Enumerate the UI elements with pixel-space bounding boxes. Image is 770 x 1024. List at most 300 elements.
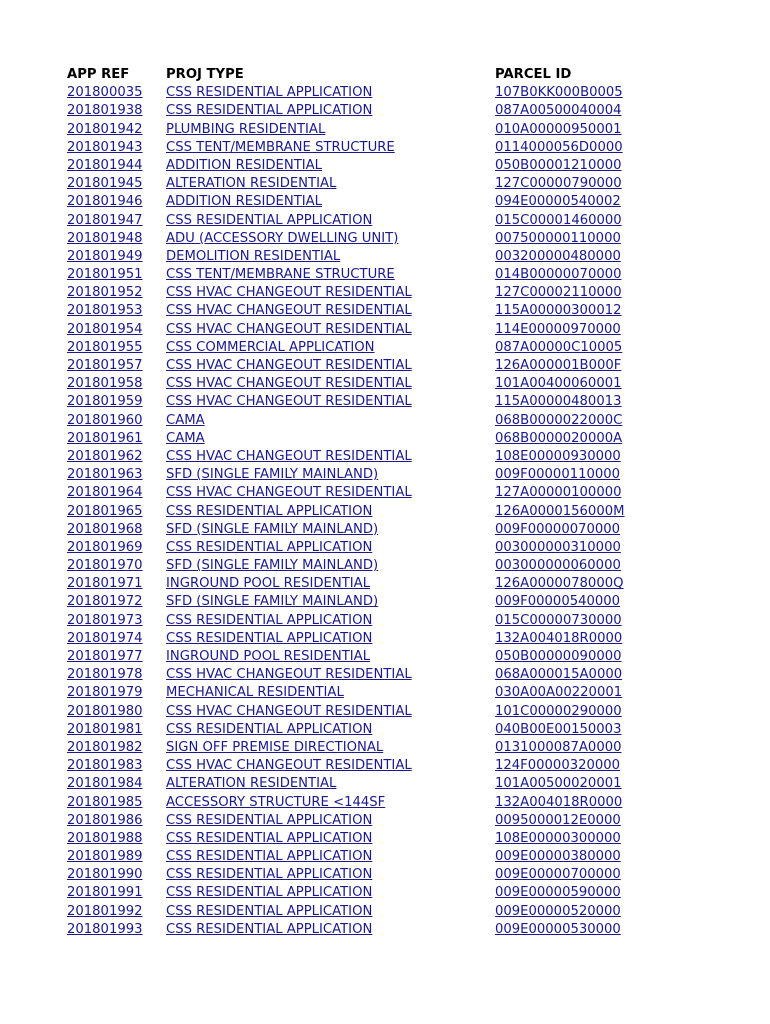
table-cell (166, 630, 495, 648)
table-row (67, 139, 645, 157)
table-cell (67, 794, 166, 812)
parcel-id-link[interactable]: 010A00000950001 (495, 121, 622, 137)
table-cell (495, 848, 645, 866)
app-ref-link[interactable]: 201801959 (67, 394, 143, 410)
proj-type-link[interactable]: CSS TENT/MEMBRANE STRUCTURE (166, 139, 395, 155)
parcel-id-link[interactable]: 126A0000156000M (495, 503, 625, 519)
parcel-id-link[interactable]: 132A004018R0000 (495, 630, 623, 646)
table-cell (166, 284, 495, 302)
table-cell (166, 884, 495, 902)
app-ref-link[interactable]: 201801958 (67, 376, 143, 392)
table-cell (67, 630, 166, 648)
parcel-id-link[interactable]: 050B00001210000 (495, 157, 622, 173)
table-cell (495, 739, 645, 757)
parcel-id-link[interactable]: 009E00000590000 (495, 885, 621, 901)
parcel-id-link[interactable]: 094E00000540002 (495, 194, 621, 210)
table-cell (67, 157, 166, 175)
table-row (67, 593, 645, 611)
proj-type-link[interactable]: PLUMBING RESIDENTIAL (166, 121, 326, 137)
proj-type-link[interactable]: CSS HVAC CHANGEOUT RESIDENTIAL (166, 485, 412, 501)
table-cell (495, 321, 645, 339)
parcel-id-link[interactable]: 107B0KK000B0005 (495, 85, 623, 101)
parcel-id-link[interactable]: 009F00000540000 (495, 594, 621, 610)
table-cell (495, 430, 645, 448)
table-cell (166, 921, 495, 939)
table-row (67, 302, 645, 320)
table-cell (495, 503, 645, 521)
table-cell (495, 357, 645, 375)
parcel-id-link[interactable]: 087A00500040004 (495, 103, 622, 119)
proj-type-link[interactable]: CSS HVAC CHANGEOUT RESIDENTIAL (166, 303, 412, 319)
parcel-id-link[interactable]: 114E00000970000 (495, 321, 621, 337)
table-cell (166, 612, 495, 630)
app-ref-link[interactable]: 201801952 (67, 285, 143, 301)
table-row (67, 848, 645, 866)
table-cell (67, 539, 166, 557)
proj-type-link[interactable]: CSS RESIDENTIAL APPLICATION (166, 867, 373, 883)
parcel-id-link[interactable]: 015C00000730000 (495, 612, 622, 628)
table-cell (67, 921, 166, 939)
table-cell (67, 430, 166, 448)
table-row (67, 375, 645, 393)
parcel-id-link[interactable]: 003000000310000 (495, 539, 621, 555)
table-cell (67, 830, 166, 848)
table-row (67, 903, 645, 921)
parcel-id-link[interactable]: 0131000087A0000 (495, 739, 622, 755)
table-cell (495, 193, 645, 211)
app-ref-link[interactable]: 201801974 (67, 630, 143, 646)
app-ref-link[interactable]: 201801983 (67, 758, 143, 774)
parcel-id-link[interactable]: 108E00000300000 (495, 830, 621, 846)
header-app-ref: APP REF (67, 67, 130, 82)
proj-type-link[interactable]: CSS RESIDENTIAL APPLICATION (166, 903, 373, 919)
permit-table (67, 66, 645, 939)
app-ref-link[interactable]: 201801949 (67, 248, 143, 264)
parcel-id-link[interactable]: 009F00000110000 (495, 467, 621, 483)
parcel-id-link[interactable]: 014B00000070000 (495, 267, 622, 283)
table-row (67, 503, 645, 521)
proj-type-link[interactable]: SFD (SINGLE FAMILY MAINLAND) (166, 594, 379, 610)
app-ref-link[interactable]: 201801972 (67, 594, 143, 610)
proj-type-link[interactable]: CAMA (166, 430, 205, 446)
table-cell (166, 139, 495, 157)
table-cell (67, 393, 166, 411)
app-ref-link[interactable]: 201801981 (67, 721, 143, 737)
table-cell (166, 175, 495, 193)
proj-type-link[interactable]: CSS HVAC CHANGEOUT RESIDENTIAL (166, 394, 412, 410)
table-cell (166, 212, 495, 230)
table-cell (166, 121, 495, 139)
app-ref-link[interactable]: 201801986 (67, 812, 143, 828)
table-cell (67, 139, 166, 157)
table-cell (67, 903, 166, 921)
table-cell (495, 575, 645, 593)
table-cell (67, 757, 166, 775)
proj-type-link[interactable]: CSS RESIDENTIAL APPLICATION (166, 812, 373, 828)
app-ref-link[interactable]: 201801979 (67, 685, 143, 701)
table-cell (67, 248, 166, 266)
table-row (67, 866, 645, 884)
proj-type-link[interactable]: CSS RESIDENTIAL APPLICATION (166, 212, 373, 228)
app-ref-link[interactable]: 201801954 (67, 321, 143, 337)
table-row (67, 466, 645, 484)
table-cell (67, 412, 166, 430)
table-cell (166, 903, 495, 921)
parcel-id-link[interactable]: 009E00000530000 (495, 921, 621, 937)
table-row (67, 157, 645, 175)
parcel-id-link[interactable]: 127C00000790000 (495, 176, 622, 192)
table-cell (495, 375, 645, 393)
app-ref-link[interactable]: 201801990 (67, 867, 143, 883)
table-row (67, 630, 645, 648)
table-cell (166, 684, 495, 702)
parcel-id-link[interactable]: 124F00000320000 (495, 758, 621, 774)
table-cell (495, 339, 645, 357)
table-cell (67, 739, 166, 757)
app-ref-link[interactable]: 201801968 (67, 521, 143, 537)
parcel-id-link[interactable]: 003200000480000 (495, 248, 621, 264)
parcel-id-link[interactable]: 068A000015A0000 (495, 667, 623, 683)
table-cell (495, 484, 645, 502)
app-ref-link[interactable]: 201801946 (67, 194, 143, 210)
proj-type-link[interactable]: CSS TENT/MEMBRANE STRUCTURE (166, 267, 395, 283)
parcel-id-link[interactable]: 0114000056D0000 (495, 139, 623, 155)
proj-type-link[interactable]: SFD (SINGLE FAMILY MAINLAND) (166, 558, 379, 574)
app-ref-link[interactable]: 201801978 (67, 667, 143, 683)
parcel-id-link[interactable]: 087A00000C10005 (495, 339, 623, 355)
parcel-id-link[interactable]: 030A00A00220001 (495, 685, 623, 701)
app-ref-link[interactable]: 201801955 (67, 339, 143, 355)
parcel-id-link[interactable]: 115A00000480013 (495, 394, 622, 410)
parcel-id-link[interactable]: 101C00000290000 (495, 703, 622, 719)
parcel-id-link[interactable]: 127C00002110000 (495, 285, 622, 301)
table-cell (495, 557, 645, 575)
app-ref-link[interactable]: 201801989 (67, 849, 143, 865)
app-ref-link[interactable]: 201801961 (67, 430, 143, 446)
table-cell (67, 212, 166, 230)
table-cell (67, 866, 166, 884)
table-cell (67, 557, 166, 575)
app-ref-link[interactable]: 201801948 (67, 230, 143, 246)
parcel-id-link[interactable]: 101A00400060001 (495, 376, 622, 392)
proj-type-link[interactable]: ACCESSORY STRUCTURE <144SF (166, 794, 386, 810)
table-cell (67, 666, 166, 684)
proj-type-link[interactable]: SFD (SINGLE FAMILY MAINLAND) (166, 521, 379, 537)
table-cell (67, 648, 166, 666)
proj-type-link[interactable]: CSS HVAC CHANGEOUT RESIDENTIAL (166, 358, 412, 373)
table-row (67, 412, 645, 430)
app-ref-link[interactable]: 201801947 (67, 212, 143, 228)
table-cell (166, 812, 495, 830)
table-row (67, 284, 645, 302)
proj-type-link[interactable]: CSS HVAC CHANGEOUT RESIDENTIAL (166, 376, 412, 392)
table-cell (166, 321, 495, 339)
header-proj-type: PROJ TYPE (166, 67, 244, 82)
proj-type-link[interactable]: DEMOLITION RESIDENTIAL (166, 248, 341, 264)
table-row (67, 794, 645, 812)
table-cell (495, 248, 645, 266)
app-ref-link[interactable]: 201801992 (67, 903, 143, 919)
app-ref-link[interactable]: 201801960 (67, 412, 143, 428)
proj-type-link[interactable]: ADDITION RESIDENTIAL (166, 194, 323, 210)
proj-type-link[interactable]: ADU (ACCESSORY DWELLING UNIT) (166, 230, 399, 246)
parcel-id-link[interactable]: 009E00000520000 (495, 903, 621, 919)
app-ref-link[interactable]: 201801943 (67, 139, 143, 155)
app-ref-link[interactable]: 201801938 (67, 103, 143, 119)
table-row (67, 684, 645, 702)
app-ref-link[interactable]: 201801980 (67, 703, 143, 719)
proj-type-link[interactable]: CSS RESIDENTIAL APPLICATION (166, 721, 373, 737)
table-cell (495, 393, 645, 411)
table-cell (166, 193, 495, 211)
proj-type-link[interactable]: CSS HVAC CHANGEOUT RESIDENTIAL (166, 448, 412, 464)
table-cell (166, 539, 495, 557)
table-row (67, 830, 645, 848)
app-ref-link[interactable]: 201801988 (67, 830, 143, 846)
table-cell (166, 102, 495, 120)
app-ref-link[interactable]: 201800035 (67, 85, 143, 101)
table-cell (166, 648, 495, 666)
table-cell (67, 284, 166, 302)
table-cell (166, 775, 495, 793)
table-cell (67, 575, 166, 593)
table-cell (495, 539, 645, 557)
table-row (67, 321, 645, 339)
proj-type-link[interactable]: ALTERATION RESIDENTIAL (166, 776, 337, 792)
table-cell (495, 703, 645, 721)
proj-type-link[interactable]: CSS HVAC CHANGEOUT RESIDENTIAL (166, 758, 412, 774)
table-cell (495, 212, 645, 230)
table-row (67, 339, 645, 357)
parcel-id-link[interactable]: 007500000110000 (495, 230, 621, 246)
table-cell (166, 375, 495, 393)
proj-type-link[interactable]: CSS HVAC CHANGEOUT RESIDENTIAL (166, 667, 412, 683)
app-ref-link[interactable]: 201801993 (67, 921, 143, 937)
table-cell (495, 412, 645, 430)
table-cell (166, 866, 495, 884)
proj-type-link[interactable]: CSS RESIDENTIAL APPLICATION (166, 539, 373, 555)
table-row (67, 230, 645, 248)
table-cell (166, 593, 495, 611)
app-ref-link[interactable]: 201801953 (67, 303, 143, 319)
proj-type-link[interactable]: CSS RESIDENTIAL APPLICATION (166, 85, 373, 101)
proj-type-link[interactable]: CSS RESIDENTIAL APPLICATION (166, 612, 373, 628)
app-ref-link[interactable]: 201801985 (67, 794, 143, 810)
proj-type-link[interactable]: CSS RESIDENTIAL APPLICATION (166, 921, 373, 937)
table-cell (166, 302, 495, 320)
table-cell (495, 284, 645, 302)
app-ref-link[interactable]: 201801970 (67, 558, 143, 574)
table-cell (495, 666, 645, 684)
table-cell (166, 794, 495, 812)
table-cell (166, 830, 495, 848)
table-cell (166, 757, 495, 775)
table-cell (166, 739, 495, 757)
proj-type-link[interactable]: CSS HVAC CHANGEOUT RESIDENTIAL (166, 703, 412, 719)
app-ref-link[interactable]: 201801969 (67, 539, 143, 555)
table-cell (495, 866, 645, 884)
table-row (67, 121, 645, 139)
table-cell (166, 484, 495, 502)
table-row (67, 721, 645, 739)
table-cell (67, 357, 166, 375)
proj-type-link[interactable]: CSS RESIDENTIAL APPLICATION (166, 885, 373, 901)
table-cell (166, 557, 495, 575)
table-row (67, 357, 645, 375)
parcel-id-link[interactable]: 0095000012E0000 (495, 812, 621, 828)
table-row (67, 393, 645, 411)
table-row (67, 484, 645, 502)
table-cell (166, 448, 495, 466)
app-ref-link[interactable]: 201801944 (67, 157, 143, 173)
app-ref-link[interactable]: 201801984 (67, 776, 143, 792)
table-cell (67, 230, 166, 248)
app-ref-link[interactable]: 201801951 (67, 267, 143, 283)
table-cell (495, 302, 645, 320)
app-ref-link[interactable]: 201801957 (67, 358, 143, 373)
table-cell (67, 339, 166, 357)
proj-type-link[interactable]: CSS HVAC CHANGEOUT RESIDENTIAL (166, 285, 412, 301)
table-cell (166, 393, 495, 411)
table-row (67, 575, 645, 593)
app-ref-link[interactable]: 201801973 (67, 612, 143, 628)
parcel-id-link[interactable]: 050B00000090000 (495, 649, 622, 664)
app-ref-link[interactable]: 201801945 (67, 176, 143, 192)
table-cell (495, 884, 645, 902)
table-cell (166, 230, 495, 248)
table-cell (495, 84, 645, 102)
table-cell (166, 666, 495, 684)
table-cell (67, 321, 166, 339)
table-cell (495, 102, 645, 120)
table-cell (495, 612, 645, 630)
proj-type-link[interactable]: CAMA (166, 412, 205, 428)
table-cell (67, 266, 166, 284)
table-cell (495, 648, 645, 666)
parcel-id-link[interactable]: 108E00000930000 (495, 448, 621, 464)
table-cell (67, 812, 166, 830)
table-cell (67, 775, 166, 793)
app-ref-link[interactable]: 201801977 (67, 649, 143, 664)
table-row (67, 102, 645, 120)
parcel-id-link[interactable]: 009E00000380000 (495, 849, 621, 865)
parcel-id-link[interactable]: 009E00000700000 (495, 867, 621, 883)
parcel-id-link[interactable]: 015C00001460000 (495, 212, 622, 228)
app-ref-link[interactable]: 201801963 (67, 467, 143, 483)
table-row (67, 84, 645, 102)
proj-type-link[interactable]: CSS RESIDENTIAL APPLICATION (166, 849, 373, 865)
app-ref-link[interactable]: 201801962 (67, 448, 143, 464)
table-cell (495, 121, 645, 139)
table-row (67, 539, 645, 557)
table-cell (495, 812, 645, 830)
parcel-id-link[interactable]: 009F00000070000 (495, 521, 621, 537)
table-row (67, 775, 645, 793)
table-cell (495, 230, 645, 248)
table-cell (495, 721, 645, 739)
table-row (67, 921, 645, 939)
app-ref-link[interactable]: 201801982 (67, 739, 143, 755)
table-row (67, 757, 645, 775)
proj-type-link[interactable]: SFD (SINGLE FAMILY MAINLAND) (166, 467, 379, 483)
table-cell (67, 466, 166, 484)
table-cell (166, 721, 495, 739)
table-row (67, 884, 645, 902)
table-cell (67, 884, 166, 902)
proj-type-link[interactable]: ALTERATION RESIDENTIAL (166, 176, 337, 192)
table-cell (166, 521, 495, 539)
proj-type-link[interactable]: INGROUND POOL RESIDENTIAL (166, 576, 371, 592)
proj-type-link[interactable]: SIGN OFF PREMISE DIRECTIONAL (166, 739, 384, 755)
table-cell (67, 375, 166, 393)
parcel-id-link[interactable]: 132A004018R0000 (495, 794, 623, 810)
table-row (67, 557, 645, 575)
proj-type-link[interactable]: CSS RESIDENTIAL APPLICATION (166, 630, 373, 646)
table-header (67, 66, 645, 84)
parcel-id-link[interactable]: 126A000001B000F (495, 358, 622, 373)
table-cell (495, 175, 645, 193)
proj-type-link[interactable]: MECHANICAL RESIDENTIAL (166, 685, 344, 701)
table-cell (166, 357, 495, 375)
table-row (67, 175, 645, 193)
parcel-id-link[interactable]: 115A00000300012 (495, 303, 622, 319)
table-cell (166, 466, 495, 484)
table-cell (166, 157, 495, 175)
table-cell (166, 703, 495, 721)
table-cell (495, 466, 645, 484)
table-row (67, 212, 645, 230)
app-ref-link[interactable]: 201801965 (67, 503, 143, 519)
proj-type-link[interactable]: ADDITION RESIDENTIAL (166, 157, 323, 173)
proj-type-link[interactable]: CSS RESIDENTIAL APPLICATION (166, 103, 373, 119)
parcel-id-link[interactable]: 127A00000100000 (495, 485, 622, 501)
table-row (67, 448, 645, 466)
app-ref-link[interactable]: 201801964 (67, 485, 143, 501)
table-cell (495, 775, 645, 793)
parcel-id-link[interactable]: 003000000060000 (495, 558, 621, 574)
proj-type-link[interactable]: CSS RESIDENTIAL APPLICATION (166, 503, 373, 519)
parcel-id-link[interactable]: 068B0000020000A (495, 430, 623, 446)
table-cell (67, 193, 166, 211)
app-ref-link[interactable]: 201801971 (67, 576, 143, 592)
table-row (67, 193, 645, 211)
parcel-id-link[interactable]: 101A00500020001 (495, 776, 622, 792)
proj-type-link[interactable]: CSS HVAC CHANGEOUT RESIDENTIAL (166, 321, 412, 337)
table-cell (67, 503, 166, 521)
table-row (67, 430, 645, 448)
table-cell (166, 412, 495, 430)
header-parcel-id: PARCEL ID (495, 67, 572, 82)
table-row (67, 612, 645, 630)
table-cell (67, 684, 166, 702)
app-ref-link[interactable]: 201801991 (67, 885, 143, 901)
proj-type-link[interactable]: CSS COMMERCIAL APPLICATION (166, 339, 375, 355)
table-cell (495, 830, 645, 848)
proj-type-link[interactable]: CSS RESIDENTIAL APPLICATION (166, 830, 373, 846)
table-cell (495, 903, 645, 921)
table-cell (495, 757, 645, 775)
parcel-id-link[interactable]: 068B0000022000C (495, 412, 623, 428)
proj-type-link[interactable]: INGROUND POOL RESIDENTIAL (166, 649, 371, 664)
table-cell (166, 848, 495, 866)
parcel-id-link[interactable]: 040B00E00150003 (495, 721, 622, 737)
table-cell (166, 503, 495, 521)
table-cell (67, 593, 166, 611)
table-row (67, 648, 645, 666)
table-row (67, 739, 645, 757)
app-ref-link[interactable]: 201801942 (67, 121, 143, 137)
parcel-id-link[interactable]: 126A0000078000Q (495, 576, 624, 592)
